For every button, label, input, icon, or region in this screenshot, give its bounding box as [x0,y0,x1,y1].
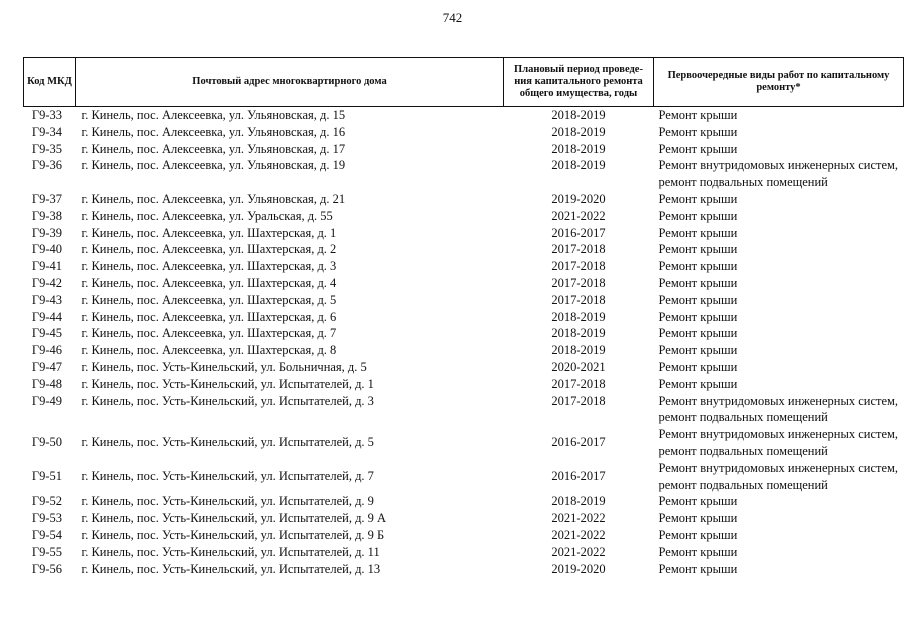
address-cell: г. Кинель, пос. Алексеевка, ул. Шахтерская, д. 8 [81,343,337,358]
work-cell: Ремонт крыши [658,292,738,307]
table-row [24,107,904,124]
address-cell: г. Кинель, пос. Усть-Кинельский, ул. Испытателей, д. 9 [81,494,374,509]
code-cell: Г9-43 [31,292,63,307]
period-cell: 2021-2022 [551,544,606,559]
period-cell: 2021-2022 [551,208,606,223]
table-row [24,208,904,225]
work-cell: Ремонт крыши [658,561,738,576]
address-cell: г. Кинель, пос. Алексеевка, ул. Уральская, д. 55 [81,208,333,223]
table-row [24,191,904,208]
work-cell: Ремонт крыши [658,309,738,324]
period-cell: 2018-2019 [551,343,606,358]
table-row [24,510,904,527]
work-cell: Ремонт крыши [658,343,738,358]
period-cell: 2018-2019 [551,124,606,139]
period-cell: 2019-2020 [551,561,606,576]
address-cell: г. Кинель, пос. Алексеевка, ул. Ульяновская, д. 16 [81,124,346,139]
address-cell: г. Кинель, пос. Алексеевка, ул. Шахтерская, д. 1 [81,225,337,240]
code-cell: Г9-48 [31,376,63,391]
address-cell: г. Кинель, пос. Усть-Кинельский, ул. Испытателей, д. 9 А [81,511,387,526]
code-cell: Г9-53 [31,511,63,526]
period-cell: 2021-2022 [551,527,606,542]
code-cell: Г9-41 [31,259,63,274]
address-cell: г. Кинель, пос. Усть-Кинельский, ул. Испытателей, д. 1 [81,376,374,391]
table-row [24,493,904,510]
work-cell: Ремонт внутридомовых инженерных систем, ремонт подвальных помещений [658,158,899,190]
header-code: Код МКД [24,58,76,107]
header-work: Первоочередные виды работ по капитальному ремонту* [654,58,904,107]
work-cell: Ремонт крыши [658,124,738,139]
work-cell: Ремонт крыши [658,208,738,223]
address-cell: г. Кинель, пос. Усть-Кинельский, ул. Испытателей, д. 11 [81,544,380,559]
table-row [24,225,904,242]
code-cell: Г9-51 [31,468,63,483]
period-cell: 2020-2021 [551,359,606,374]
table-row [24,141,904,158]
address-cell: г. Кинель, пос. Усть-Кинельский, ул. Испытателей, д. 7 [81,468,374,483]
table-body [24,107,904,578]
address-cell: г. Кинель, пос. Усть-Кинельский, ул. Испытателей, д. 13 [81,561,381,576]
header-row [24,58,904,107]
table-row [24,124,904,141]
period-cell: 2018-2019 [551,158,606,173]
table-row [24,275,904,292]
period-cell: 2018-2019 [551,108,606,122]
period-cell: 2019-2020 [551,191,606,206]
code-cell: Г9-35 [31,141,63,156]
code-cell: Г9-36 [31,158,63,173]
address-cell: г. Кинель, пос. Алексеевка, ул. Шахтерская, д. 2 [81,242,337,257]
address-cell: г. Кинель, пос. Усть-Кинельский, ул. Больничная, д. 5 [81,359,367,374]
table-row [24,325,904,342]
work-cell: Ремонт крыши [658,191,738,206]
code-cell: Г9-50 [31,435,63,450]
code-cell: Г9-33 [31,108,63,122]
work-cell: Ремонт внутридомовых инженерных систем, ремонт подвальных помещений [658,393,899,425]
table-row [24,157,904,191]
period-cell: 2018-2019 [551,494,606,509]
table-header [24,58,904,107]
period-cell: 2018-2019 [551,309,606,324]
work-cell: Ремонт крыши [658,326,738,341]
address-cell: г. Кинель, пос. Алексеевка, ул. Шахтерская, д. 6 [81,309,337,324]
code-cell: Г9-34 [31,124,63,139]
period-cell: 2017-2018 [551,275,606,290]
page-number: 742 [442,10,463,25]
table-row [24,544,904,561]
work-cell: Ремонт крыши [658,359,738,374]
code-cell: Г9-42 [31,275,63,290]
address-cell: г. Кинель, пос. Алексеевка, ул. Шахтерская, д. 3 [81,259,337,274]
code-cell: Г9-54 [31,527,63,542]
address-cell: г. Кинель, пос. Усть-Кинельский, ул. Испытателей, д. 3 [81,393,374,408]
period-cell: 2021-2022 [551,511,606,526]
table-row [24,309,904,326]
code-cell: Г9-47 [31,359,63,374]
period-cell: 2017-2018 [551,393,606,408]
address-cell: г. Кинель, пос. Алексеевка, ул. Шахтерская, д. 7 [81,326,337,341]
code-cell: Г9-52 [31,494,63,509]
work-cell: Ремонт крыши [658,141,738,156]
code-cell: Г9-56 [31,561,63,576]
table-row [24,359,904,376]
table-row [24,426,904,460]
repair-schedule-table [23,57,904,577]
address-cell: г. Кинель, пос. Алексеевка, ул. Шахтерская, д. 5 [81,292,337,307]
work-cell: Ремонт крыши [658,494,738,509]
address-cell: г. Кинель, пос. Алексеевка, ул. Ульяновская, д. 15 [81,108,346,122]
code-cell: Г9-40 [31,242,63,257]
period-cell: 2016-2017 [551,435,606,450]
period-cell: 2018-2019 [551,141,606,156]
period-cell: 2017-2018 [551,376,606,391]
address-cell: г. Кинель, пос. Алексеевка, ул. Ульяновская, д. 19 [81,158,346,173]
work-cell: Ремонт крыши [658,376,738,391]
table-row [24,376,904,393]
work-cell: Ремонт крыши [658,544,738,559]
work-cell: Ремонт внутридомовых инженерных систем, ремонт подвальных помещений [658,460,899,492]
work-cell: Ремонт крыши [658,511,738,526]
address-cell: г. Кинель, пос. Алексеевка, ул. Ульяновская, д. 21 [81,191,346,206]
table-row [24,241,904,258]
period-cell: 2017-2018 [551,292,606,307]
code-cell: Г9-45 [31,326,63,341]
address-cell: г. Кинель, пос. Алексеевка, ул. Ульяновская, д. 17 [81,141,346,156]
code-cell: Г9-49 [31,393,63,408]
header-period: Плановый период проведе-ния капитального ремонта общего имущества, годы [504,58,654,107]
work-cell: Ремонт крыши [658,225,738,240]
table-row [24,460,904,494]
work-cell: Ремонт крыши [658,275,738,290]
period-cell: 2017-2018 [551,242,606,257]
code-cell: Г9-55 [31,544,63,559]
work-cell: Ремонт крыши [658,259,738,274]
table-row [24,342,904,359]
code-cell: Г9-37 [31,191,63,206]
period-cell: 2016-2017 [551,468,606,483]
table-row [24,292,904,309]
header-address: Почтовый адрес многоквартирного дома [76,58,504,107]
table-row [24,527,904,544]
code-cell: Г9-39 [31,225,63,240]
code-cell: Г9-38 [31,208,63,223]
address-cell: г. Кинель, пос. Усть-Кинельский, ул. Испытателей, д. 5 [81,435,374,450]
table-row [24,561,904,578]
period-cell: 2017-2018 [551,259,606,274]
work-cell: Ремонт крыши [658,242,738,257]
work-cell: Ремонт крыши [658,527,738,542]
address-cell: г. Кинель, пос. Алексеевка, ул. Шахтерская, д. 4 [81,275,337,290]
work-cell: Ремонт внутридомовых инженерных систем, ремонт подвальных помещений [658,427,899,458]
code-cell: Г9-46 [31,343,63,358]
table-row [24,258,904,275]
period-cell: 2018-2019 [551,326,606,341]
table-row [24,393,904,427]
period-cell: 2016-2017 [551,225,606,240]
code-cell: Г9-44 [31,309,63,324]
work-cell: Ремонт крыши [658,108,738,122]
address-cell: г. Кинель, пос. Усть-Кинельский, ул. Испытателей, д. 9 Б [81,527,385,542]
